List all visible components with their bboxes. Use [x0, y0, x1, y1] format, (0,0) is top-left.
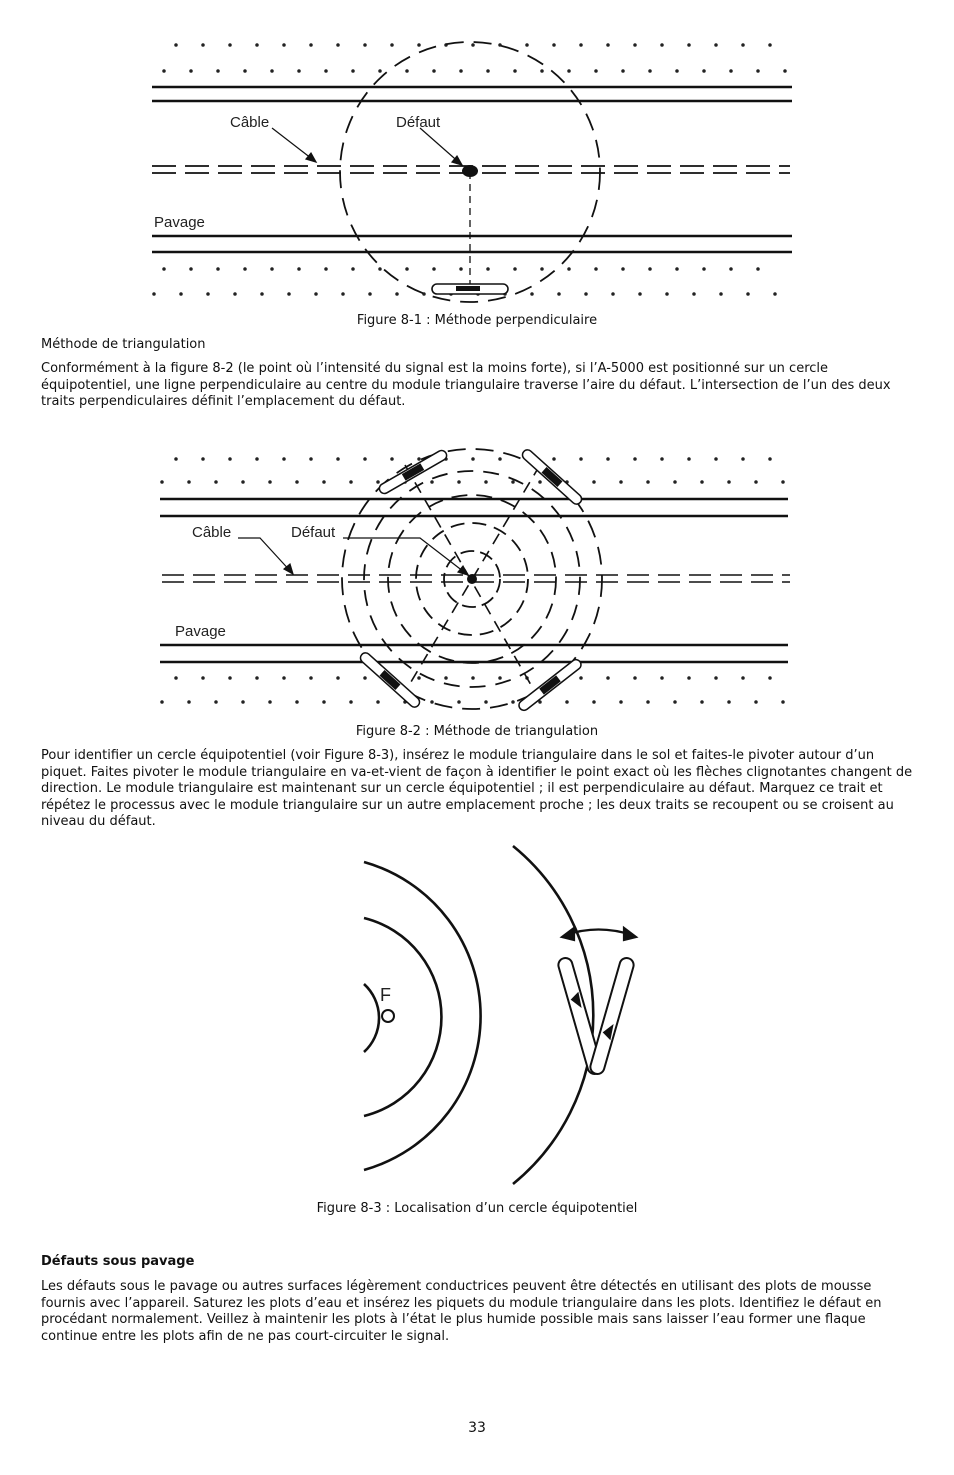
a-frame-v: [557, 956, 636, 1075]
a-frame-module: [432, 284, 508, 294]
fault-point: [462, 165, 478, 177]
label-fault: Défaut: [291, 524, 336, 541]
label-pavement: Pavage: [175, 623, 226, 640]
pivot-arrow: [562, 928, 636, 940]
page-number: 33: [468, 1420, 486, 1436]
soil-dots-top: [164, 45, 800, 71]
soil-dots-bottom: [162, 678, 790, 702]
soil-dots-top: [162, 459, 790, 482]
triangulation-paragraph: Conformément à la figure 8-2 (le point où l’intensité du signal est la moins forte), si l’A-5000 est positionné sur un cercle équipotentiel, une ligne perpendiculaire au centre du module triangulaire traverse l’aire du défaut. L’intersection de l’un des deux traits perpendiculaires définit l’emplacement du défaut.: [41, 361, 891, 409]
label-cable: Câble: [230, 114, 270, 131]
label-fault: Défaut: [396, 114, 441, 131]
pavement-heading: Défauts sous pavage: [41, 1254, 195, 1269]
label-cable: Câble: [192, 524, 232, 541]
figure2-caption: Figure 8-2 : Méthode de triangulation: [355, 724, 599, 739]
pavement-paragraph: Les défauts sous le pavage ou autres surfaces légèrement conductrices peuvent être détectés en utilisant des plots de mousse fournis avec l’appareil. Saturez les plots d’eau et insérez les piquets du module triangulaire dans les plots. Identifiez le défaut en procédant normalement. Veillez à maintenir les plots à l’état le plus humide possible mais sans laisser l’eau former une flaque continue entre les plots afin de ne pas court-circuiter le signal.: [41, 1279, 882, 1344]
figure-equipotential-location: [350, 840, 650, 1190]
figure1-caption: Figure 8-1 : Méthode perpendiculaire: [356, 313, 598, 328]
equipotential-paragraph: Pour identifier un cercle équipotentiel (voir Figure 8-3), insérez le module triangulaire dans le sol et faites-le pivoter autour d’un piquet. Faites pivoter le module triangulaire en va-et-vient de façon à identifier le point exact où les flèches clignotantes changent de direction. Le module triangulaire est maintenant sur un cercle équipotentiel ; il est perpendiculaire au défaut. Marquez ce trait et répétez le processus avec le module triangulaire sur un autre emplacement proche ; les deux traits se recoupent ou se croisent au niveau du défaut.: [41, 748, 913, 829]
label-pavement: Pavage: [154, 214, 205, 231]
triangulation-heading: Méthode de triangulation: [41, 337, 206, 352]
leader-arrows: [272, 128, 462, 165]
figure-perpendicular: [140, 30, 810, 310]
leader-arrows: [238, 538, 468, 575]
fault-point: [382, 1010, 394, 1022]
figure3-caption: Figure 8-3 : Localisation d’un cercle équipotentiel: [316, 1201, 638, 1216]
figure-triangulation: [150, 440, 800, 720]
equipotential-arcs: [364, 846, 593, 1184]
label-fault-f: F: [380, 985, 391, 1005]
